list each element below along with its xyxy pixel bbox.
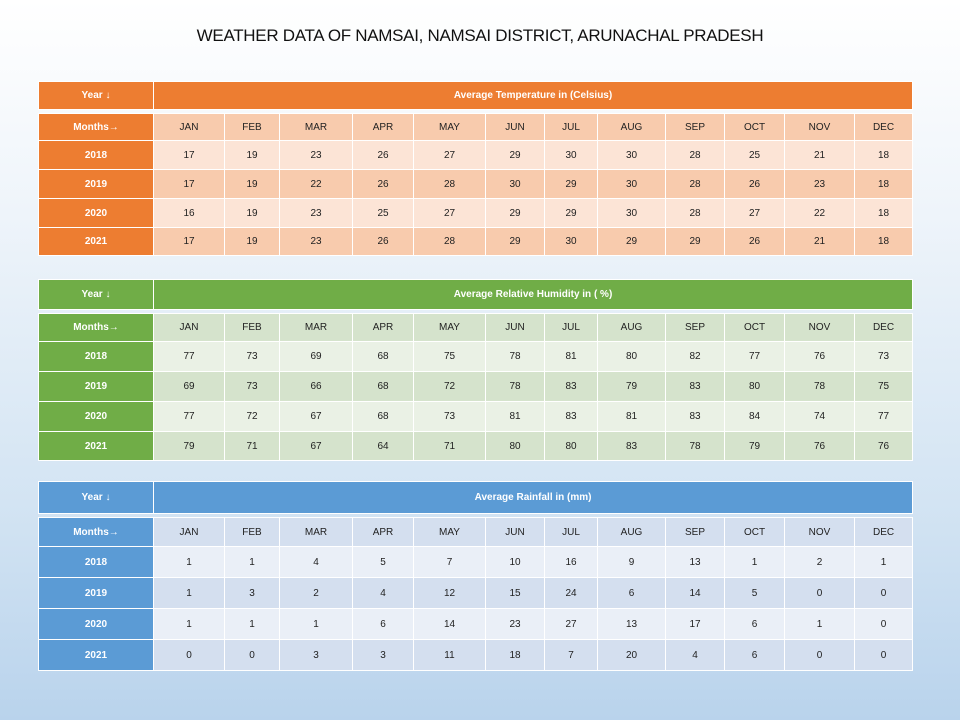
month-header: SEP [666, 114, 725, 141]
value-cell: 23 [280, 199, 353, 228]
month-header: JUL [545, 518, 598, 547]
month-header: JUL [545, 114, 598, 141]
value-cell: 27 [545, 609, 598, 640]
value-cell: 83 [545, 372, 598, 402]
month-header: OCT [725, 314, 785, 342]
month-header: AUG [598, 114, 666, 141]
value-cell: 80 [545, 432, 598, 461]
value-cell: 1 [154, 578, 225, 609]
months-label: Months→ [39, 518, 154, 547]
year-cell: 2019 [39, 578, 154, 609]
value-cell: 29 [545, 170, 598, 199]
table-row [39, 342, 913, 372]
value-cell: 18 [855, 228, 913, 256]
year-cell: 2019 [39, 170, 154, 199]
value-cell: 73 [414, 402, 486, 432]
value-cell: 28 [414, 228, 486, 256]
value-cell: 6 [598, 578, 666, 609]
months-row [39, 114, 913, 141]
value-cell: 79 [154, 432, 225, 461]
value-cell: 30 [486, 170, 545, 199]
value-cell: 75 [414, 342, 486, 372]
value-cell: 76 [785, 342, 855, 372]
year-cell: 2020 [39, 609, 154, 640]
value-cell: 80 [598, 342, 666, 372]
value-cell: 79 [725, 432, 785, 461]
table-row [39, 640, 913, 671]
month-header: APR [353, 314, 414, 342]
value-cell: 81 [486, 402, 545, 432]
month-header: MAR [280, 518, 353, 547]
value-cell: 19 [225, 141, 280, 170]
value-cell: 73 [855, 342, 913, 372]
table-row [39, 228, 913, 256]
value-cell: 77 [154, 342, 225, 372]
value-cell: 19 [225, 199, 280, 228]
value-cell: 78 [486, 342, 545, 372]
value-cell: 6 [353, 609, 414, 640]
value-cell: 26 [725, 228, 785, 256]
value-cell: 67 [280, 432, 353, 461]
value-cell: 0 [855, 578, 913, 609]
year-label: Year ↓ [39, 280, 154, 310]
table-header-row [39, 482, 913, 514]
value-cell: 75 [855, 372, 913, 402]
value-cell: 29 [666, 228, 725, 256]
value-cell: 0 [855, 640, 913, 671]
value-cell: 9 [598, 547, 666, 578]
month-header: JAN [154, 314, 225, 342]
value-cell: 76 [785, 432, 855, 461]
value-cell: 29 [486, 141, 545, 170]
month-header: OCT [725, 518, 785, 547]
month-header: APR [353, 518, 414, 547]
value-cell: 27 [414, 141, 486, 170]
table-row [39, 199, 913, 228]
rainfall-table [38, 481, 913, 671]
table-row [39, 170, 913, 199]
month-header: NOV [785, 314, 855, 342]
value-cell: 79 [598, 372, 666, 402]
value-cell: 4 [280, 547, 353, 578]
month-header: MAY [414, 314, 486, 342]
value-cell: 27 [725, 199, 785, 228]
value-cell: 7 [545, 640, 598, 671]
year-cell: 2018 [39, 547, 154, 578]
value-cell: 73 [225, 342, 280, 372]
value-cell: 29 [545, 199, 598, 228]
year-cell: 2020 [39, 402, 154, 432]
value-cell: 19 [225, 228, 280, 256]
value-cell: 19 [225, 170, 280, 199]
value-cell: 16 [545, 547, 598, 578]
value-cell: 84 [725, 402, 785, 432]
value-cell: 78 [486, 372, 545, 402]
value-cell: 0 [225, 640, 280, 671]
year-label: Year ↓ [39, 82, 154, 110]
value-cell: 26 [725, 170, 785, 199]
months-row [39, 518, 913, 547]
value-cell: 18 [486, 640, 545, 671]
value-cell: 4 [353, 578, 414, 609]
value-cell: 11 [414, 640, 486, 671]
value-cell: 5 [353, 547, 414, 578]
value-cell: 76 [855, 432, 913, 461]
value-cell: 30 [545, 141, 598, 170]
value-cell: 18 [855, 141, 913, 170]
month-header: MAY [414, 518, 486, 547]
table-header-row [39, 280, 913, 310]
month-header: FEB [225, 114, 280, 141]
value-cell: 72 [225, 402, 280, 432]
value-cell: 1 [225, 547, 280, 578]
value-cell: 17 [154, 170, 225, 199]
value-cell: 80 [486, 432, 545, 461]
value-cell: 6 [725, 640, 785, 671]
value-cell: 30 [598, 141, 666, 170]
value-cell: 29 [598, 228, 666, 256]
month-header: NOV [785, 518, 855, 547]
value-cell: 1 [280, 609, 353, 640]
value-cell: 71 [414, 432, 486, 461]
value-cell: 21 [785, 228, 855, 256]
month-header: AUG [598, 314, 666, 342]
value-cell: 64 [353, 432, 414, 461]
table-row [39, 432, 913, 461]
value-cell: 3 [280, 640, 353, 671]
year-cell: 2021 [39, 640, 154, 671]
month-header: NOV [785, 114, 855, 141]
month-header: MAY [414, 114, 486, 141]
month-header: SEP [666, 518, 725, 547]
month-header: JUN [486, 314, 545, 342]
value-cell: 17 [666, 609, 725, 640]
value-cell: 28 [414, 170, 486, 199]
value-cell: 29 [486, 228, 545, 256]
value-cell: 0 [785, 578, 855, 609]
value-cell: 30 [545, 228, 598, 256]
value-cell: 77 [855, 402, 913, 432]
value-cell: 68 [353, 372, 414, 402]
value-cell: 15 [486, 578, 545, 609]
month-header: JUN [486, 114, 545, 141]
value-cell: 69 [154, 372, 225, 402]
year-cell: 2021 [39, 432, 154, 461]
value-cell: 83 [666, 402, 725, 432]
value-cell: 24 [545, 578, 598, 609]
table-row [39, 141, 913, 170]
value-cell: 26 [353, 170, 414, 199]
year-cell: 2019 [39, 372, 154, 402]
month-header: FEB [225, 518, 280, 547]
value-cell: 5 [725, 578, 785, 609]
value-cell: 81 [545, 342, 598, 372]
value-cell: 4 [666, 640, 725, 671]
value-cell: 83 [666, 372, 725, 402]
value-cell: 23 [486, 609, 545, 640]
value-cell: 0 [154, 640, 225, 671]
year-cell: 2020 [39, 199, 154, 228]
value-cell: 10 [486, 547, 545, 578]
value-cell: 29 [486, 199, 545, 228]
value-cell: 1 [785, 609, 855, 640]
table-header-row [39, 82, 913, 110]
month-header: DEC [855, 314, 913, 342]
value-cell: 2 [280, 578, 353, 609]
value-cell: 72 [414, 372, 486, 402]
value-cell: 18 [855, 170, 913, 199]
months-label: Months→ [39, 114, 154, 141]
month-header: AUG [598, 518, 666, 547]
value-cell: 83 [545, 402, 598, 432]
value-cell: 0 [785, 640, 855, 671]
value-cell: 7 [414, 547, 486, 578]
month-header: APR [353, 114, 414, 141]
value-cell: 30 [598, 199, 666, 228]
value-cell: 25 [725, 141, 785, 170]
month-header: JUL [545, 314, 598, 342]
value-cell: 13 [666, 547, 725, 578]
months-label: Months→ [39, 314, 154, 342]
table-row [39, 372, 913, 402]
year-cell: 2018 [39, 342, 154, 372]
value-cell: 18 [855, 199, 913, 228]
year-label: Year ↓ [39, 482, 154, 514]
value-cell: 26 [353, 228, 414, 256]
value-cell: 68 [353, 342, 414, 372]
value-cell: 74 [785, 402, 855, 432]
month-header: JAN [154, 114, 225, 141]
humidity-table [38, 279, 913, 461]
value-cell: 3 [353, 640, 414, 671]
value-cell: 1 [855, 547, 913, 578]
value-cell: 17 [154, 141, 225, 170]
value-cell: 28 [666, 170, 725, 199]
value-cell: 1 [154, 547, 225, 578]
month-header: DEC [855, 518, 913, 547]
value-cell: 23 [280, 141, 353, 170]
value-cell: 69 [280, 342, 353, 372]
table-row [39, 402, 913, 432]
table-row [39, 547, 913, 578]
value-cell: 78 [666, 432, 725, 461]
value-cell: 81 [598, 402, 666, 432]
value-cell: 66 [280, 372, 353, 402]
value-cell: 71 [225, 432, 280, 461]
month-header: JUN [486, 518, 545, 547]
value-cell: 68 [353, 402, 414, 432]
value-cell: 27 [414, 199, 486, 228]
value-cell: 17 [154, 228, 225, 256]
value-cell: 22 [785, 199, 855, 228]
value-cell: 1 [725, 547, 785, 578]
value-cell: 78 [785, 372, 855, 402]
value-cell: 30 [598, 170, 666, 199]
value-cell: 20 [598, 640, 666, 671]
value-cell: 0 [855, 609, 913, 640]
table-row [39, 609, 913, 640]
value-cell: 82 [666, 342, 725, 372]
value-cell: 1 [225, 609, 280, 640]
month-header: SEP [666, 314, 725, 342]
value-cell: 67 [280, 402, 353, 432]
month-header: DEC [855, 114, 913, 141]
month-header: FEB [225, 314, 280, 342]
value-cell: 2 [785, 547, 855, 578]
value-cell: 73 [225, 372, 280, 402]
table-row [39, 578, 913, 609]
value-cell: 14 [666, 578, 725, 609]
year-cell: 2018 [39, 141, 154, 170]
month-header: OCT [725, 114, 785, 141]
value-cell: 23 [785, 170, 855, 199]
year-cell: 2021 [39, 228, 154, 256]
value-cell: 77 [725, 342, 785, 372]
value-cell: 6 [725, 609, 785, 640]
months-row [39, 314, 913, 342]
table-heading: Average Relative Humidity in ( %) [154, 280, 913, 310]
value-cell: 3 [225, 578, 280, 609]
temperature-table [38, 81, 913, 256]
value-cell: 1 [154, 609, 225, 640]
value-cell: 12 [414, 578, 486, 609]
value-cell: 25 [353, 199, 414, 228]
value-cell: 13 [598, 609, 666, 640]
value-cell: 77 [154, 402, 225, 432]
month-header: JAN [154, 518, 225, 547]
page-title: WEATHER DATA OF NAMSAI, NAMSAI DISTRICT, ARUNACHAL PRADESH [196, 26, 764, 45]
value-cell: 23 [280, 228, 353, 256]
value-cell: 21 [785, 141, 855, 170]
value-cell: 14 [414, 609, 486, 640]
value-cell: 16 [154, 199, 225, 228]
month-header: MAR [280, 114, 353, 141]
table-heading: Average Temperature in (Celsius) [154, 82, 913, 110]
value-cell: 28 [666, 199, 725, 228]
month-header: MAR [280, 314, 353, 342]
value-cell: 83 [598, 432, 666, 461]
value-cell: 80 [725, 372, 785, 402]
value-cell: 28 [666, 141, 725, 170]
table-heading: Average Rainfall in (mm) [154, 482, 913, 514]
value-cell: 22 [280, 170, 353, 199]
value-cell: 26 [353, 141, 414, 170]
